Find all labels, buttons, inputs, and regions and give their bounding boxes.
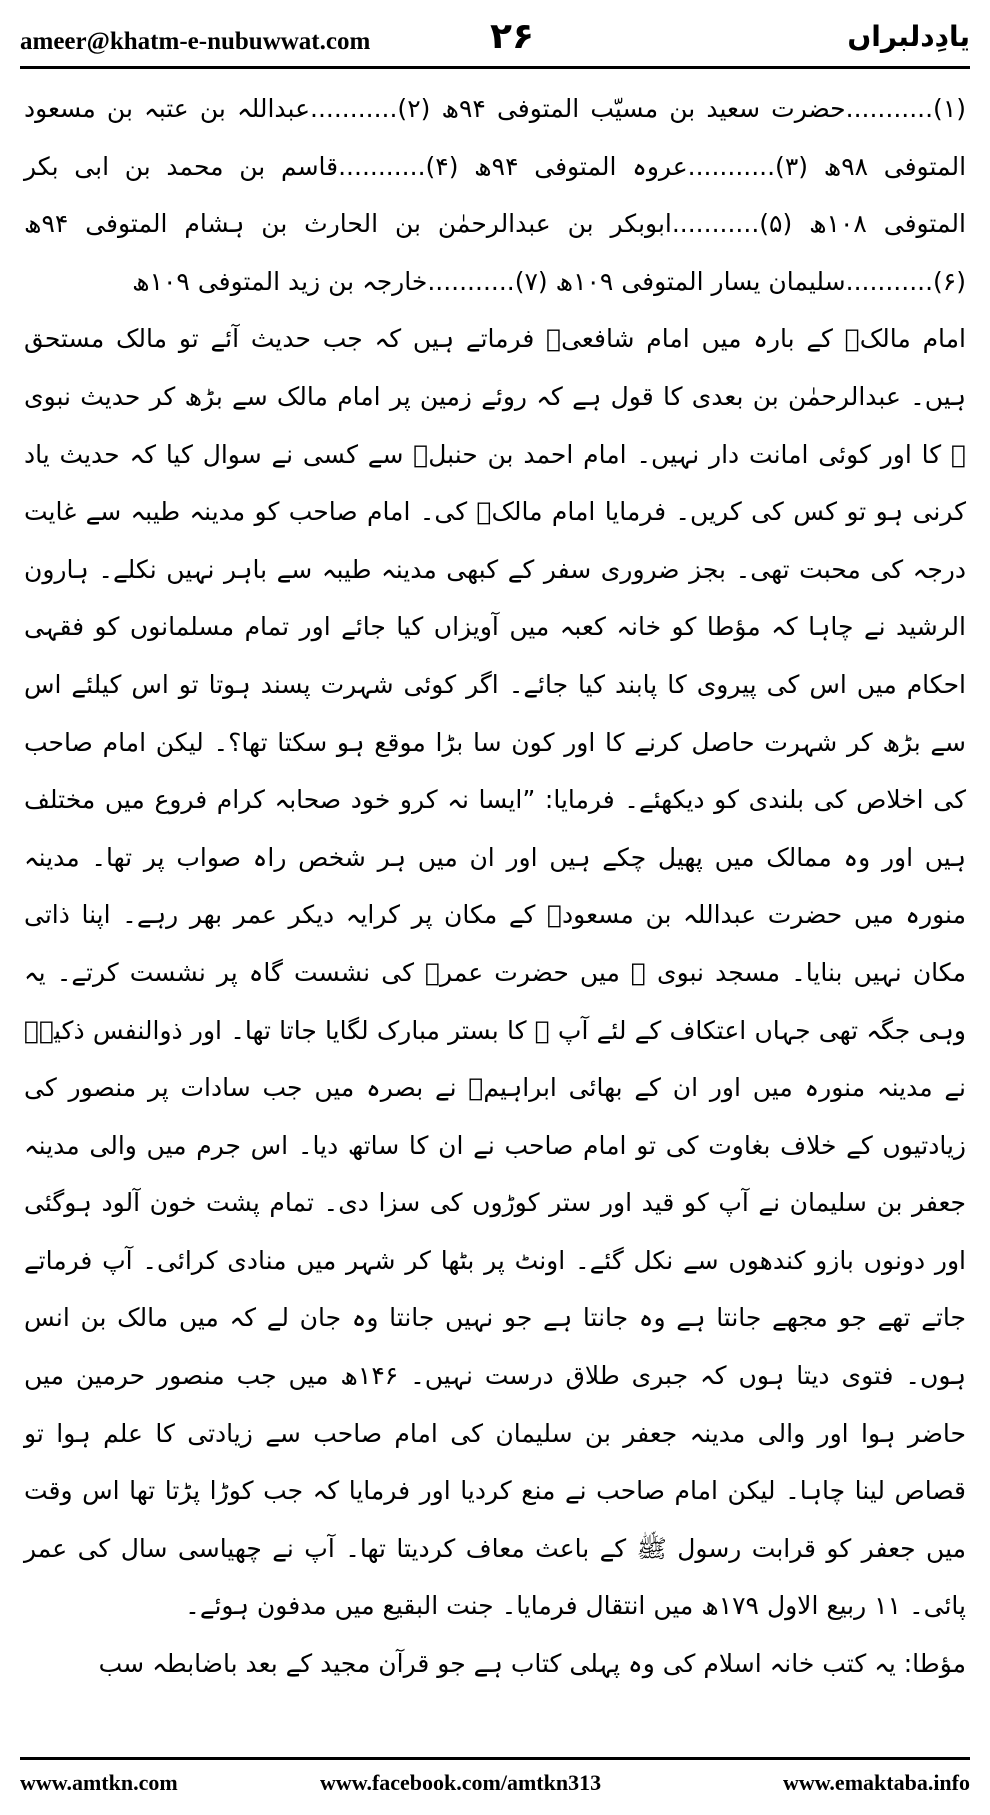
page-number: ۲۶ bbox=[490, 16, 534, 57]
footer-divider bbox=[20, 1757, 970, 1760]
last-paragraph: مؤطا: یہ کتب خانہ اسلام کی وہ پہلی کتاب ہے جو قرآن مجید کے بعد باضابطہ سب bbox=[98, 1649, 966, 1679]
page-content bbox=[24, 80, 966, 1693]
main-paragraph: امام مالکؒ کے بارہ میں امام شافعیؒ فرماتے ہیں کہ جب حدیث آئے تو مالک مستحق ہیں۔ عبدالرحمٰن بن بعدی کا قول ہے کہ روئے زمین پر امام مالک سے بڑھ کر حدیث نبوی ﷺ کا اور کوئی امانت دار نہیں۔ امام احمد بن حنبلؒ سے کسی نے سوال کیا کہ حدیث یاد کرنی ہو تو کس کی کریں۔ فرمایا امام مالکؒ کی۔ امام صاحب کو مدینہ طیبہ سے غایت درجہ کی محبت تھی۔ بجز ضروری سفر کے کبھی مدینہ طیبہ سے باہر نہیں نکلے۔ ہارون الرشید نے چاہا کہ مؤطا کو خانہ کعبہ میں آویزاں کیا جائے اور تمام مسلمانوں کو فقہی احکام میں اس کی پیروی کا پابند کیا جائے۔ اگر کوئی شہرت پسند ہوتا تو اس کیلئے اس سے بڑھ کر شہرت حاصل کرنے کا اور کون سا بڑا موقع ہو سکتا تھا؟۔ لیکن امام صاحب کی اخلاص کی بلندی کو دیکھئے۔ فرمایا: ”ایسا نہ کرو خود صحابہ کرام فروع میں مختلف ہیں اور وہ ممالک میں پھیل چکے ہیں اور ان میں ہر شخص راہ صواب پر تھا۔ مدینہ منورہ میں حضرت عبداللہ بن مسعودؓ کے مکان پر کرایہ دیکر عمر بھر رہے۔ اپنا ذاتی مکان نہیں بنایا۔ مسجد نبوی ﷺ میں حضرت عمرؓ کی نشست گاہ پر نشست کرتے۔ یہ وہی جگہ تھی جہاں اعتکاف کے لئے آپ ﷺ کا بستر مبارک لگایا جاتا تھا۔ اور ذوالنفس ذکیہؒ نے مدینہ منورہ میں اور ان کے بھائی ابراہیمؒ نے بصرہ میں جب سادات پر منصور کی زیادتیوں کے خلاف بغاوت کی تو امام صاحب نے ان کا ساتھ دیا۔ اس جرم میں والی مدینہ جعفر بن سلیمان نے آپ کو قید اور ستر کوڑوں کی سزا دی۔ تمام پشت خون آلود ہوگئی اور دونوں بازو کندھوں سے نکل گئے۔ اونٹ پر بٹھا کر شہر میں منادی کرائی۔ آپ فرماتے جاتے تھے جو مجھے جانتا ہے وہ جانتا ہے جو نہیں جانتا وہ جان لے کہ میں مالک بن انس ہوں۔ فتوی دیتا ہوں کہ جبری طلاق درست نہیں۔ ۱۴۶ھ میں جب منصور حرمین میں حاضر ہوا اور والی مدینہ جعفر بن سلیمان کی امام صاحب سے زیادتی کا علم ہوا تو قصاص لینا چاہا۔ لیکن امام صاحب نے منع کردیا اور فرمایا کہ جب کوڑا پڑتا تھا اس وقت میں جعفر کو قرابت رسول ﷺ کے باعث معاف کردیتا تھا۔ آپ نے چھیاسی سال کی عمر پائی۔ ۱۱ ربیع الاول ۱۷۹ھ میں انتقال فرمایا۔ جنت البقیع میں مدفون ہوئے۔ bbox=[24, 324, 966, 1621]
footnote-list: (۱)...........حضرت سعید بن مسیّب المتوفی ۹۴ھ (۲)...........عبداللہ بن عتبہ بن مسعود المتوفی ۹۸ھ (۳)...........عروہ المتوفی ۹۴ھ (۴)...........قاسم بن محمد بن ابی بکر المتوفی ۱۰۸ھ (۵)...........ابوبکر بن عبدالرحمٰن بن الحارث بن ہشام المتوفی ۹۴ھ (۶)...........سلیمان یسار المتوفی ۱۰۹ھ (۷)...........خارجہ بن زید المتوفی ۱۰۹ھ bbox=[24, 94, 967, 296]
book-title: یادِدلبراں bbox=[847, 20, 970, 53]
footer-link-emaktaba[interactable]: www.emaktaba.info bbox=[782, 1770, 970, 1795]
header-email: ameer@khatm-e-nubuwwat.com bbox=[20, 28, 371, 55]
page-header bbox=[20, 16, 970, 62]
header-divider bbox=[20, 66, 970, 69]
footer-link-facebook[interactable]: www.facebook.com/amtkn313 bbox=[320, 1770, 602, 1795]
page-footer bbox=[20, 1770, 970, 1804]
footer-link-amtkn[interactable]: www.amtkn.com bbox=[20, 1770, 178, 1795]
